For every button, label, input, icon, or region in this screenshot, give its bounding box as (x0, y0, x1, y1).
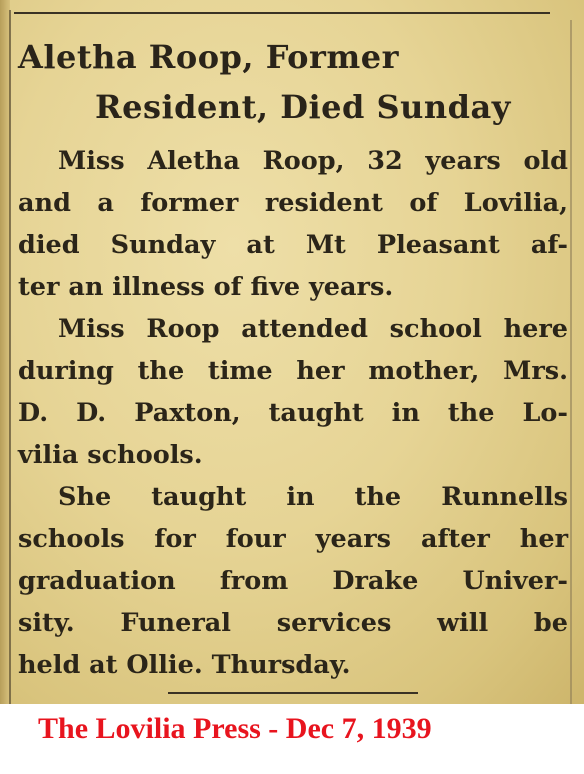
source-caption: The Lovilia Press - Dec 7, 1939 (38, 712, 432, 745)
paragraph-line: Miss Aletha Roop, 32 years old (58, 146, 568, 176)
paragraph-line: and a former resident of Lovilia, (18, 188, 568, 218)
paragraph-2 (18, 308, 568, 476)
top-rule (14, 12, 550, 14)
paragraph-line: vilia schools. (18, 440, 203, 470)
paragraph-line: schools for four years after her (18, 524, 568, 554)
paragraph-line: ter an illness of five years. (18, 272, 394, 302)
headline-line-2: Resident, Died Sunday (95, 88, 511, 126)
paragraph-line: sity. Funeral services will be (18, 608, 568, 638)
column-rule-left (9, 10, 11, 704)
paragraph-line: during the time her mother, Mrs. (18, 356, 568, 386)
paragraph-3 (18, 476, 568, 686)
paragraph-line: died Sunday at Mt Pleasant af- (18, 230, 568, 260)
paragraph-line: She taught in the Runnells (58, 482, 568, 512)
paragraph-line: Miss Roop attended school here (58, 314, 568, 344)
headline-line-1: Aletha Roop, Former (18, 38, 399, 76)
paragraph-1 (18, 140, 568, 308)
paragraph-line: graduation from Drake Univer- (18, 566, 568, 596)
paragraph-line: held at Ollie. Thursday. (18, 650, 351, 680)
paragraph-line: D. D. Paxton, taught in the Lo- (18, 398, 568, 428)
column-rule-right (570, 20, 572, 704)
bottom-rule (168, 692, 418, 694)
